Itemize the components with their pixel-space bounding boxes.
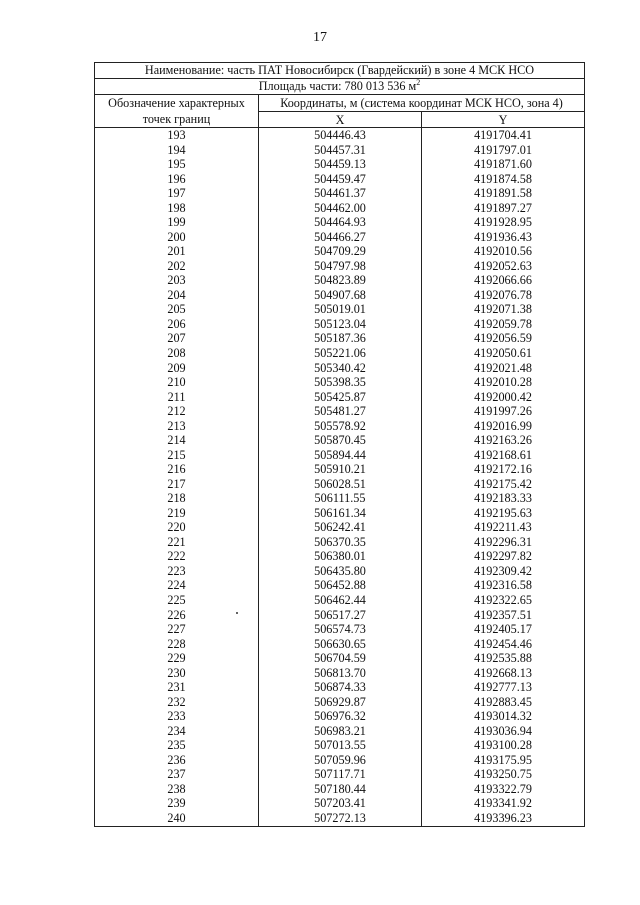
x-coordinate-cell: 504464.93 [259, 215, 422, 230]
x-coordinate-cell: 506111.55 [259, 491, 422, 506]
x-coordinate-cell: 506380.01 [259, 549, 422, 564]
x-coordinate-cell: 506370.35 [259, 535, 422, 550]
y-coordinate-cell: 4192000.42 [422, 390, 585, 405]
y-coordinate-cell: 4192195.63 [422, 506, 585, 521]
x-coordinate-cell: 507059.96 [259, 753, 422, 768]
x-coordinate-cell: 506028.51 [259, 477, 422, 492]
y-coordinate-cell: 4192050.61 [422, 346, 585, 361]
x-coordinate-cell: 504462.00 [259, 201, 422, 216]
y-coordinate-cell: 4192357.51 [422, 608, 585, 623]
x-coordinate-cell: 506704.59 [259, 651, 422, 666]
point-id-cell: 219 [95, 506, 259, 521]
table-row [95, 346, 585, 361]
x-coordinate-cell: 507180.44 [259, 782, 422, 797]
x-coordinate-cell: 507203.41 [259, 796, 422, 811]
table-row [95, 782, 585, 797]
x-coordinate-cell: 504823.89 [259, 273, 422, 288]
table-row [95, 593, 585, 608]
y-coordinate-cell: 4191704.41 [422, 128, 585, 143]
point-id-cell: 194 [95, 143, 259, 158]
y-coordinate-cell: 4192010.28 [422, 375, 585, 390]
point-id-cell: 197 [95, 186, 259, 201]
x-coordinate-cell: 506874.33 [259, 680, 422, 695]
y-coordinate-cell: 4192172.16 [422, 462, 585, 477]
y-coordinate-cell: 4192297.82 [422, 549, 585, 564]
table-row [95, 390, 585, 405]
x-coordinate-cell: 507117.71 [259, 767, 422, 782]
table-row [95, 796, 585, 811]
table-row [95, 535, 585, 550]
point-id-cell: 210 [95, 375, 259, 390]
point-id-cell: 233 [95, 709, 259, 724]
point-id-cell: 225 [95, 593, 259, 608]
area-text: Площадь части: 780 013 536 м [258, 79, 417, 93]
x-coordinate-cell: 504466.27 [259, 230, 422, 245]
x-coordinate-cell: 506574.73 [259, 622, 422, 637]
table-row [95, 375, 585, 390]
point-id-cell: 235 [95, 738, 259, 753]
y-coordinate-cell: 4192163.26 [422, 433, 585, 448]
point-id-cell: 230 [95, 666, 259, 681]
point-id-cell: 195 [95, 157, 259, 172]
y-coordinate-cell: 4192183.33 [422, 491, 585, 506]
x-coordinate-cell: 505187.36 [259, 331, 422, 346]
table-row [95, 302, 585, 317]
y-coordinate-cell: 4192668.13 [422, 666, 585, 681]
point-id-cell: 217 [95, 477, 259, 492]
table-body [95, 128, 585, 827]
table-row [95, 448, 585, 463]
x-coordinate-cell: 505221.06 [259, 346, 422, 361]
table-row [95, 143, 585, 158]
point-id-cell: 223 [95, 564, 259, 579]
y-coordinate-cell: 4192322.65 [422, 593, 585, 608]
x-coordinate-cell: 506983.21 [259, 724, 422, 739]
point-id-cell: 220 [95, 520, 259, 535]
y-coordinate-cell: 4192052.63 [422, 259, 585, 274]
table-row [95, 201, 585, 216]
x-coordinate-cell: 505425.87 [259, 390, 422, 405]
table-row [95, 244, 585, 259]
table-row [95, 462, 585, 477]
y-coordinate-cell: 4192059.78 [422, 317, 585, 332]
scan-speck [236, 612, 238, 614]
x-coordinate-cell: 504907.68 [259, 288, 422, 303]
table-row [95, 477, 585, 492]
table-row [95, 433, 585, 448]
x-coordinate-cell: 505894.44 [259, 448, 422, 463]
y-coordinate-cell: 4192309.42 [422, 564, 585, 579]
point-id-cell: 201 [95, 244, 259, 259]
point-id-cell: 199 [95, 215, 259, 230]
x-coordinate-cell: 506630.65 [259, 637, 422, 652]
point-id-cell: 218 [95, 491, 259, 506]
x-coordinate-cell: 505910.21 [259, 462, 422, 477]
table-row [95, 331, 585, 346]
table-row [95, 724, 585, 739]
x-coordinate-cell: 504457.31 [259, 143, 422, 158]
point-id-cell: 202 [95, 259, 259, 274]
table-name-row: Наименование: часть ПАТ Новосибирск (Гвардейский) в зоне 4 МСК НСО [95, 63, 585, 79]
point-id-cell: 203 [95, 273, 259, 288]
y-coordinate-cell: 4191891.58 [422, 186, 585, 201]
point-id-cell: 239 [95, 796, 259, 811]
table-row [95, 709, 585, 724]
table-row [95, 230, 585, 245]
table-row [95, 738, 585, 753]
point-id-cell: 207 [95, 331, 259, 346]
y-coordinate-cell: 4192071.38 [422, 302, 585, 317]
point-id-cell: 212 [95, 404, 259, 419]
y-coordinate-cell: 4192056.59 [422, 331, 585, 346]
x-coordinate-cell: 506813.70 [259, 666, 422, 681]
point-id-cell: 198 [95, 201, 259, 216]
coordinates-table [94, 62, 585, 827]
table-row [95, 811, 585, 826]
table-row [95, 666, 585, 681]
x-coordinate-cell: 504446.43 [259, 128, 422, 143]
y-coordinate-cell: 4191874.58 [422, 172, 585, 187]
point-id-cell: 228 [95, 637, 259, 652]
y-coordinate-cell: 4192316.58 [422, 578, 585, 593]
x-coordinate-cell: 505398.35 [259, 375, 422, 390]
point-id-cell: 209 [95, 361, 259, 376]
y-coordinate-cell: 4193175.95 [422, 753, 585, 768]
y-coordinate-cell: 4191936.43 [422, 230, 585, 245]
point-id-cell: 237 [95, 767, 259, 782]
point-id-cell: 240 [95, 811, 259, 826]
point-id-cell: 211 [95, 390, 259, 405]
x-coordinate-cell: 506435.80 [259, 564, 422, 579]
table-row [95, 564, 585, 579]
column-header-coordinates: Координаты, м (система координат МСК НСО, зона 4) [259, 95, 585, 112]
table-row [95, 419, 585, 434]
table-row [95, 695, 585, 710]
table-row [95, 651, 585, 666]
point-id-cell: 236 [95, 753, 259, 768]
table-row [95, 637, 585, 652]
area-unit-power: 2 [416, 78, 421, 87]
table-row [95, 549, 585, 564]
x-coordinate-cell: 504797.98 [259, 259, 422, 274]
x-coordinate-cell: 505340.42 [259, 361, 422, 376]
x-coordinate-cell: 507013.55 [259, 738, 422, 753]
point-id-cell: 213 [95, 419, 259, 434]
column-header-y: Y [422, 112, 585, 128]
x-coordinate-cell: 506517.27 [259, 608, 422, 623]
point-id-cell: 200 [95, 230, 259, 245]
y-coordinate-cell: 4192021.48 [422, 361, 585, 376]
table-row [95, 608, 585, 623]
y-coordinate-cell: 4192405.17 [422, 622, 585, 637]
point-id-cell: 231 [95, 680, 259, 695]
table-row [95, 157, 585, 172]
y-coordinate-cell: 4192454.46 [422, 637, 585, 652]
point-id-cell: 232 [95, 695, 259, 710]
y-coordinate-cell: 4192016.99 [422, 419, 585, 434]
point-id-cell: 224 [95, 578, 259, 593]
table-row [95, 186, 585, 201]
y-coordinate-cell: 4193396.23 [422, 811, 585, 826]
y-coordinate-cell: 4192175.42 [422, 477, 585, 492]
x-coordinate-cell: 506462.44 [259, 593, 422, 608]
x-coordinate-cell: 506452.88 [259, 578, 422, 593]
table-row [95, 259, 585, 274]
table-row [95, 767, 585, 782]
column-header-point: Обозначение характерных точек границ [95, 95, 259, 128]
x-coordinate-cell: 504459.13 [259, 157, 422, 172]
y-coordinate-cell: 4191871.60 [422, 157, 585, 172]
point-id-cell: 222 [95, 549, 259, 564]
y-coordinate-cell: 4193322.79 [422, 782, 585, 797]
y-coordinate-cell: 4192535.88 [422, 651, 585, 666]
y-coordinate-cell: 4192076.78 [422, 288, 585, 303]
point-id-cell: 208 [95, 346, 259, 361]
point-id-cell: 229 [95, 651, 259, 666]
x-coordinate-cell: 504459.47 [259, 172, 422, 187]
y-coordinate-cell: 4192010.56 [422, 244, 585, 259]
column-header-x: X [259, 112, 422, 128]
table-row [95, 361, 585, 376]
y-coordinate-cell: 4192883.45 [422, 695, 585, 710]
point-id-cell: 196 [95, 172, 259, 187]
x-coordinate-cell: 506929.87 [259, 695, 422, 710]
point-id-cell: 193 [95, 128, 259, 143]
table-row [95, 128, 585, 143]
x-coordinate-cell: 507272.13 [259, 811, 422, 826]
point-id-cell: 206 [95, 317, 259, 332]
point-id-cell: 238 [95, 782, 259, 797]
y-coordinate-cell: 4192066.66 [422, 273, 585, 288]
x-coordinate-cell: 504461.37 [259, 186, 422, 201]
x-coordinate-cell: 506976.32 [259, 709, 422, 724]
page-number: 17 [313, 30, 327, 45]
table-row [95, 622, 585, 637]
y-coordinate-cell: 4191928.95 [422, 215, 585, 230]
x-coordinate-cell: 505578.92 [259, 419, 422, 434]
point-id-cell: 221 [95, 535, 259, 550]
table-area-row [95, 79, 585, 95]
point-id-cell: 234 [95, 724, 259, 739]
x-coordinate-cell: 504709.29 [259, 244, 422, 259]
y-coordinate-cell: 4193341.92 [422, 796, 585, 811]
x-coordinate-cell: 505481.27 [259, 404, 422, 419]
point-id-cell: 205 [95, 302, 259, 317]
table-row [95, 172, 585, 187]
y-coordinate-cell: 4192211.43 [422, 520, 585, 535]
x-coordinate-cell: 505019.01 [259, 302, 422, 317]
table-row [95, 680, 585, 695]
y-coordinate-cell: 4191797.01 [422, 143, 585, 158]
point-id-cell: 227 [95, 622, 259, 637]
y-coordinate-cell: 4193100.28 [422, 738, 585, 753]
y-coordinate-cell: 4192168.61 [422, 448, 585, 463]
y-coordinate-cell: 4191997.26 [422, 404, 585, 419]
y-coordinate-cell: 4192296.31 [422, 535, 585, 550]
table-row [95, 215, 585, 230]
table-row [95, 491, 585, 506]
point-id-cell: 216 [95, 462, 259, 477]
point-id-cell: 204 [95, 288, 259, 303]
table-row [95, 317, 585, 332]
x-coordinate-cell: 505870.45 [259, 433, 422, 448]
table-row [95, 506, 585, 521]
y-coordinate-cell: 4193036.94 [422, 724, 585, 739]
y-coordinate-cell: 4193250.75 [422, 767, 585, 782]
x-coordinate-cell: 506161.34 [259, 506, 422, 521]
table-row [95, 404, 585, 419]
y-coordinate-cell: 4191897.27 [422, 201, 585, 216]
table-row [95, 578, 585, 593]
point-id-cell: 226 [95, 608, 259, 623]
table-row [95, 273, 585, 288]
x-coordinate-cell: 505123.04 [259, 317, 422, 332]
y-coordinate-cell: 4192777.13 [422, 680, 585, 695]
x-coordinate-cell: 506242.41 [259, 520, 422, 535]
y-coordinate-cell: 4193014.32 [422, 709, 585, 724]
point-id-cell: 215 [95, 448, 259, 463]
table-row [95, 288, 585, 303]
table-row [95, 753, 585, 768]
table-row [95, 520, 585, 535]
point-id-cell: 214 [95, 433, 259, 448]
